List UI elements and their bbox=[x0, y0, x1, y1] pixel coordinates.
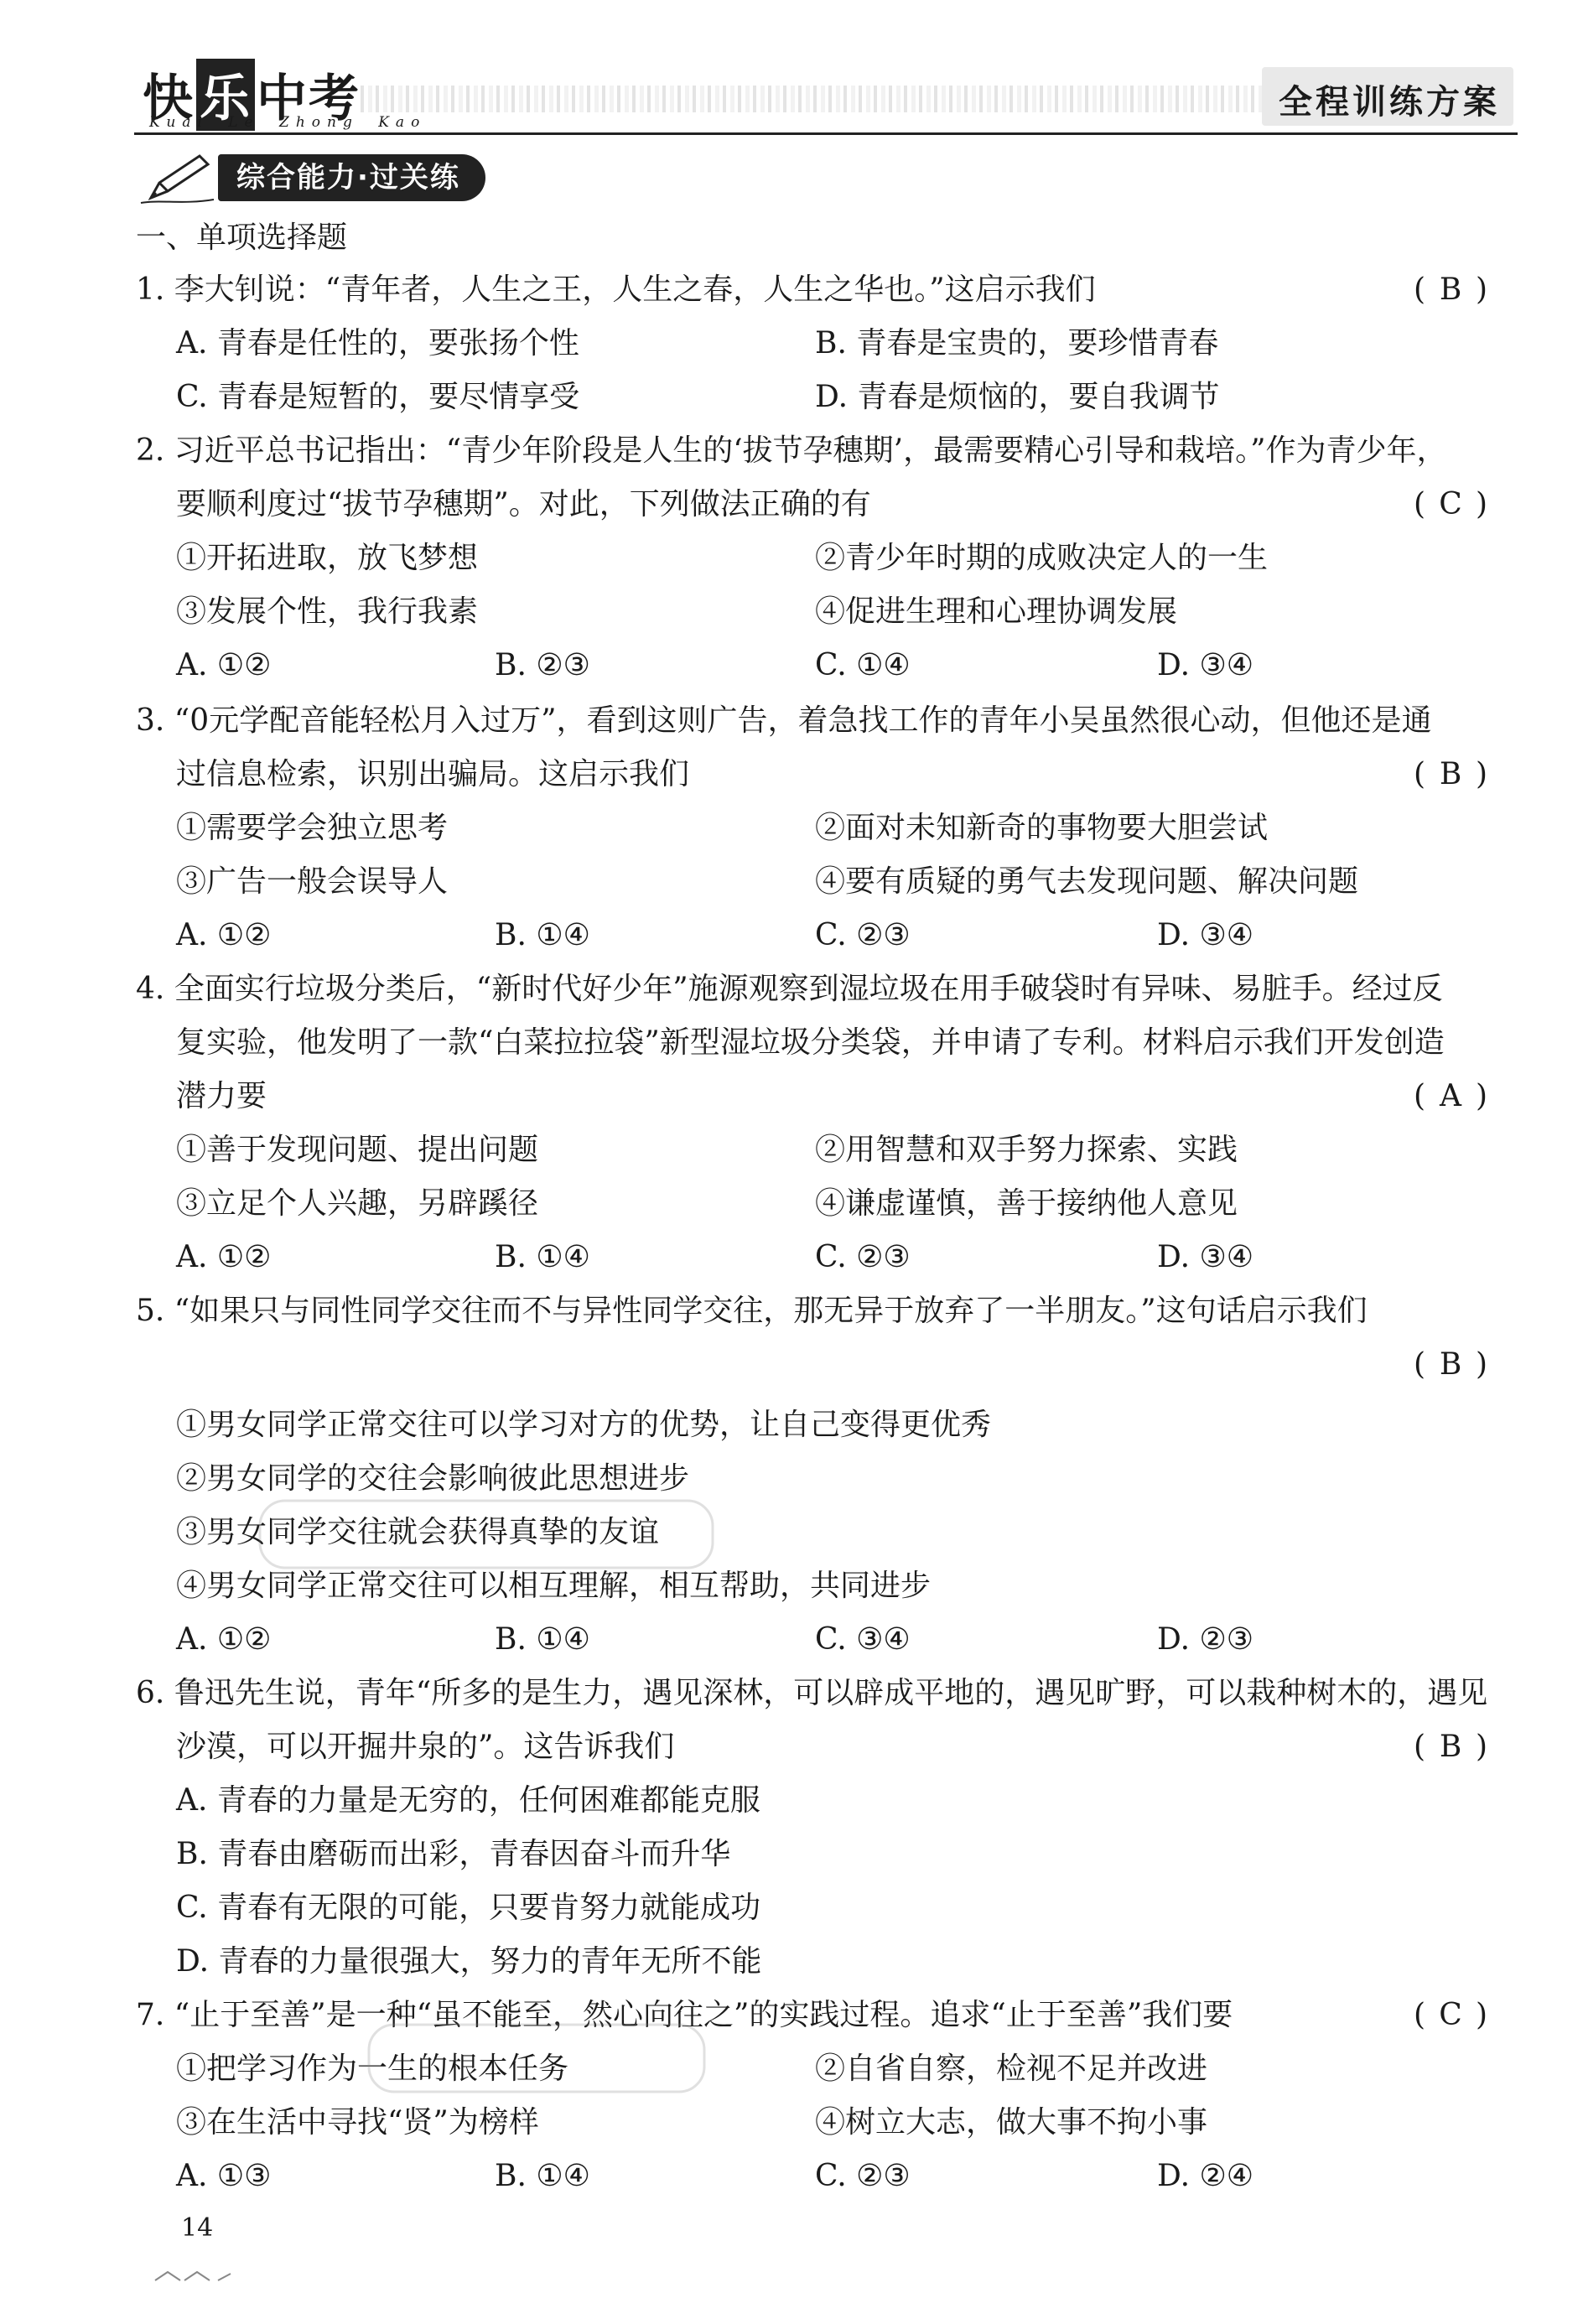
q4-option-c: C. ②③ bbox=[815, 1240, 911, 1274]
q3-option-b: B. ①④ bbox=[495, 918, 590, 952]
q1-option-d: D. 青春是烦恼的，要自我调节 bbox=[815, 380, 1220, 414]
header-decoration bbox=[361, 86, 1367, 112]
q2-answer: ( C ) bbox=[1414, 485, 1523, 525]
q6-option-d: D. 青春的力量很强大，努力的青年无所不能 bbox=[176, 1944, 762, 1979]
q7-option-d: D. ②④ bbox=[1157, 2159, 1254, 2193]
q5-stem-line-1: 5. “如果只与同性同学交往而不与异性同学交往，那无异于放弃了一半朋友。”这句话启示我们 bbox=[136, 1294, 1368, 1328]
q6-option-b: B. 青春由磨砺而出彩，青春因奋斗而升华 bbox=[176, 1837, 731, 1871]
q5-item-4: ④男女同学正常交往可以相互理解，相互帮助，共同进步 bbox=[176, 1569, 932, 1603]
q2-answer-letter: C bbox=[1439, 487, 1462, 521]
header-rule bbox=[134, 132, 1518, 135]
q7-item-3: ③在生活中寻找“贤”为榜样 bbox=[176, 2105, 539, 2140]
q1-answer: ( B ) bbox=[1414, 270, 1523, 310]
q1-stem-line-1: 1. 李大钊说：“青年者，人生之王，人生之春，人生之华也。”这启示我们 bbox=[136, 272, 1096, 307]
banner-text: 综合能力·过关练 bbox=[236, 161, 460, 195]
footer-decoration bbox=[151, 2255, 277, 2289]
q2-option-c: C. ①④ bbox=[815, 648, 911, 682]
q3-stem-line-1: 3. “0元学配音能轻松月入过万”，看到这则广告，着急找工作的青年小吴虽然很心动，但他还是通 bbox=[136, 703, 1432, 738]
q7-item-2: ②自省自察，检视不足并改进 bbox=[815, 2052, 1208, 2086]
q7-option-b: B. ①④ bbox=[495, 2159, 590, 2193]
q3-item-3: ③广告一般会误导人 bbox=[176, 864, 449, 899]
logo-pinyin: Kuai Le Zhong Kao bbox=[149, 114, 427, 131]
q3-item-4: ④要有质疑的勇气去发现问题、解决问题 bbox=[815, 864, 1359, 899]
q7-stem-line-1: 7. “止于至善”是一种“虽不能至，然心向往之”的实践过程。追求“止于至善”我们要 bbox=[136, 1998, 1233, 2032]
watermark-shape-2 bbox=[361, 2012, 713, 2104]
q6-stem-line-2: 沙漠，可以开掘井泉的”。这告诉我们 bbox=[176, 1730, 675, 1764]
q1-answer-letter: B bbox=[1439, 272, 1462, 307]
q4-option-d: D. ③④ bbox=[1157, 1240, 1254, 1274]
q5-answer: ( B ) bbox=[1414, 1345, 1523, 1385]
header-title: 全程训练方案 bbox=[1279, 83, 1500, 122]
q2-stem-line-2: 要顺利度过“拔节孕穗期”。对此，下列做法正确的有 bbox=[176, 487, 871, 521]
q3-option-c: C. ②③ bbox=[815, 918, 911, 952]
q5-option-c: C. ③④ bbox=[815, 1622, 911, 1657]
q7-item-1: ①把学习作为一生的根本任务 bbox=[176, 2052, 569, 2086]
q2-stem-line-1: 2. 习近平总书记指出：“青少年阶段是人生的‘拔节孕穗期’，最需要精心引导和栽培。”作为青少年， bbox=[136, 433, 1447, 468]
q6-answer: ( B ) bbox=[1414, 1727, 1523, 1767]
q4-item-4: ④谦虚谨慎，善于接纳他人意见 bbox=[815, 1186, 1238, 1221]
q4-stem-line-3: 潜力要 bbox=[176, 1079, 267, 1113]
q2-item-1: ①开拓进取，放飞梦想 bbox=[176, 541, 479, 575]
q4-stem-line-1: 4. 全面实行垃圾分类后，“新时代好少年”施源观察到湿垃圾在用手破袋时有异味、易脏手。经过反 bbox=[136, 972, 1443, 1006]
q5-item-1: ①男女同学正常交往可以学习对方的优势，让自己变得更优秀 bbox=[176, 1408, 992, 1442]
q5-item-2: ②男女同学的交往会影响彼此思想进步 bbox=[176, 1461, 690, 1496]
q2-item-4: ④促进生理和心理协调发展 bbox=[815, 594, 1178, 629]
q3-stem-line-2: 过信息检索，识别出骗局。这启示我们 bbox=[176, 757, 690, 791]
logo-char-3: 中 bbox=[257, 70, 309, 128]
q1-option-c: C. 青春是短暂的，要尽情享受 bbox=[176, 380, 580, 414]
q5-option-a: A. ①② bbox=[176, 1622, 272, 1657]
q4-answer-letter: A bbox=[1440, 1079, 1462, 1113]
q4-answer: ( A ) bbox=[1414, 1076, 1523, 1117]
q7-answer-letter: C bbox=[1439, 1998, 1462, 2032]
q2-option-d: D. ③④ bbox=[1157, 648, 1254, 682]
section-banner bbox=[134, 149, 511, 208]
page-number: 14 bbox=[181, 2213, 214, 2243]
q2-item-2: ②青少年时期的成败决定人的一生 bbox=[815, 541, 1269, 575]
q1-option-b: B. 青春是宝贵的，要珍惜青春 bbox=[815, 326, 1219, 361]
q2-item-3: ③发展个性，我行我素 bbox=[176, 594, 479, 629]
q3-item-1: ①需要学会独立思考 bbox=[176, 811, 449, 845]
q4-item-2: ②用智慧和双手努力探索、实践 bbox=[815, 1133, 1238, 1167]
q4-item-3: ③立足个人兴趣，另辟蹊径 bbox=[176, 1186, 539, 1221]
banner-box bbox=[218, 154, 485, 201]
q4-item-1: ①善于发现问题、提出问题 bbox=[176, 1133, 539, 1167]
q5-answer-letter: B bbox=[1439, 1347, 1462, 1382]
q6-answer-letter: B bbox=[1439, 1730, 1462, 1764]
q6-option-c: C. 青春有无限的可能，只要肯努力就能成功 bbox=[176, 1891, 761, 1925]
q6-option-a: A. 青春的力量是无穷的，任何困难都能克服 bbox=[176, 1783, 760, 1818]
q4-option-b: B. ①④ bbox=[495, 1240, 590, 1274]
logo-char-2: 乐 bbox=[196, 59, 255, 131]
logo-char-1: 快 bbox=[143, 70, 195, 128]
pencil-icon bbox=[134, 149, 226, 208]
q3-answer-letter: B bbox=[1439, 757, 1462, 791]
q2-option-b: B. ②③ bbox=[495, 648, 590, 682]
q3-item-2: ②面对未知新奇的事物要大胆尝试 bbox=[815, 811, 1269, 845]
q5-option-b: B. ①④ bbox=[495, 1622, 590, 1657]
part-title: 一、单项选择题 bbox=[136, 220, 348, 255]
q4-stem-line-2: 复实验，他发明了一款“白菜拉拉袋”新型湿垃圾分类袋，并申请了专利。材料启示我们开发创造 bbox=[176, 1025, 1445, 1060]
q1-option-a: A. 青春是任性的，要张扬个性 bbox=[176, 326, 579, 361]
watermark-shape bbox=[252, 1484, 721, 1585]
page-header bbox=[134, 52, 1518, 144]
logo-char-4: 考 bbox=[309, 70, 361, 128]
q3-answer: ( B ) bbox=[1414, 755, 1523, 795]
q7-option-a: A. ①③ bbox=[176, 2159, 272, 2193]
q5-option-d: D. ②③ bbox=[1157, 1622, 1254, 1657]
q7-option-c: C. ②③ bbox=[815, 2159, 911, 2193]
q7-answer: ( C ) bbox=[1414, 1995, 1523, 2036]
q5-item-3: ③男女同学交往就会获得真挚的友谊 bbox=[176, 1515, 660, 1549]
q4-option-a: A. ①② bbox=[176, 1240, 272, 1274]
q3-option-d: D. ③④ bbox=[1157, 918, 1254, 952]
q6-stem-line-1: 6. 鲁迅先生说，青年“所多的是生力，遇见深林，可以辟成平地的，遇见旷野，可以栽种树木的，遇见 bbox=[136, 1676, 1488, 1710]
q3-option-a: A. ①② bbox=[176, 918, 272, 952]
q2-option-a: A. ①② bbox=[176, 648, 272, 682]
q7-item-4: ④树立大志，做大事不拘小事 bbox=[815, 2105, 1208, 2140]
